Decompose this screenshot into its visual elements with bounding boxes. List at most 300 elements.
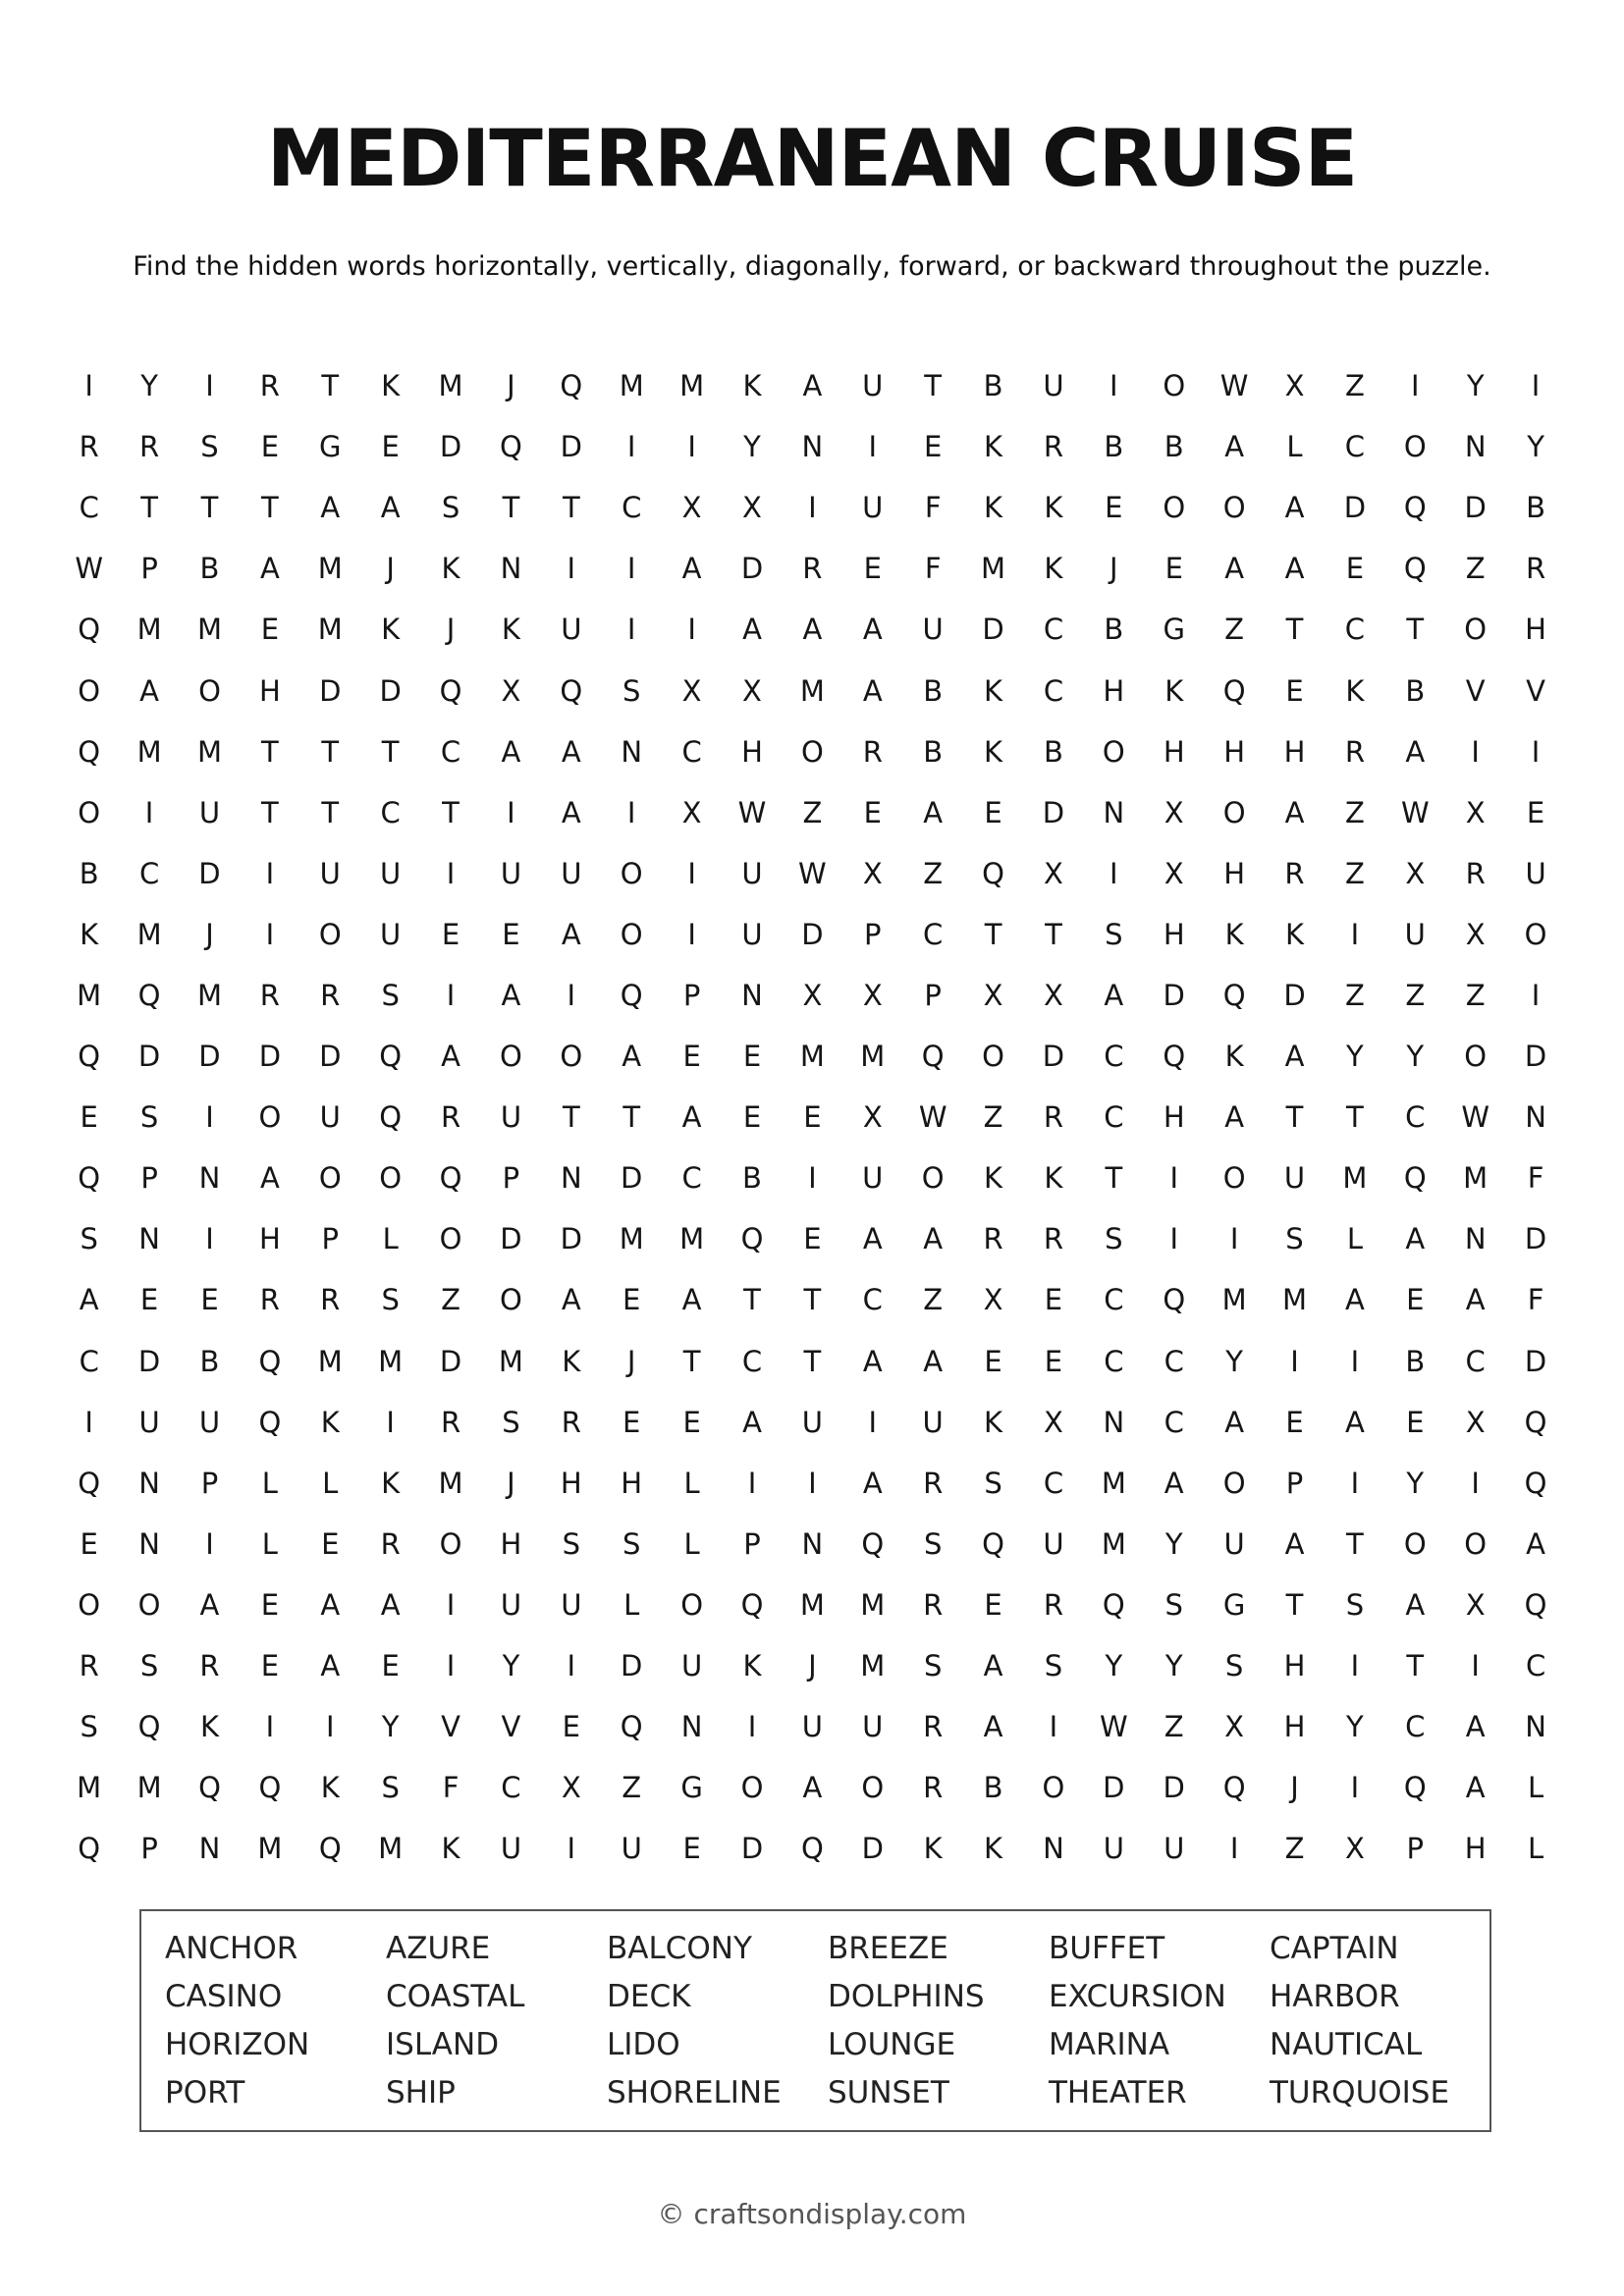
grid-letter: D <box>740 552 764 586</box>
grid-letter: P <box>140 1161 158 1196</box>
grid-letter: P <box>743 1526 761 1561</box>
grid-letter: X <box>1344 1832 1365 1866</box>
grid-letter: E <box>441 917 460 951</box>
grid-letter: M <box>136 917 162 951</box>
grid-letter: E <box>1164 552 1183 586</box>
grid-letter: X <box>742 491 762 525</box>
grid-letter: B <box>1104 613 1124 647</box>
grid-letter: Q <box>78 1040 101 1074</box>
word-item: CAPTAIN <box>1270 1931 1399 1966</box>
grid-letter: K <box>441 1832 460 1866</box>
grid-letter: D <box>379 673 402 708</box>
grid-letter: M <box>619 369 644 403</box>
grid-letter: C <box>79 1344 99 1378</box>
grid-letter: I <box>1471 734 1480 769</box>
grid-letter: A <box>320 1587 341 1622</box>
grid-letter: Q <box>78 1832 101 1866</box>
grid-letter: Z <box>1224 613 1245 647</box>
grid-letter: A <box>742 1405 762 1439</box>
grid-letter: R <box>862 734 883 769</box>
grid-letter: E <box>321 1526 340 1561</box>
grid-letter: Q <box>1222 1771 1246 1805</box>
word-item: ISLAND <box>386 2027 500 2062</box>
grid-letter: U <box>1043 369 1064 403</box>
grid-letter: A <box>1284 795 1305 829</box>
grid-letter: I <box>1169 1222 1178 1256</box>
grid-letter: Q <box>740 1222 764 1256</box>
grid-letter: A <box>320 491 341 525</box>
word-item: SHIP <box>386 2075 456 2110</box>
grid-letter: I <box>567 978 576 1012</box>
grid-letter: H <box>560 1466 582 1500</box>
grid-letter: W <box>1400 795 1430 829</box>
grid-letter: I <box>1229 1832 1239 1866</box>
grid-letter: X <box>1465 1587 1486 1622</box>
grid-letter: T <box>321 795 340 829</box>
grid-letter: I <box>446 1587 456 1622</box>
grid-letter: L <box>1286 430 1303 464</box>
grid-letter: Q <box>78 1466 101 1500</box>
grid-letter: G <box>680 1771 703 1805</box>
word-item: AZURE <box>386 1931 491 1966</box>
grid-letter: U <box>1103 1832 1124 1866</box>
grid-letter: K <box>984 430 1003 464</box>
grid-letter: Q <box>137 1710 161 1744</box>
grid-letter: U <box>741 917 763 951</box>
grid-letter: O <box>620 917 643 951</box>
grid-letter: K <box>1044 491 1063 525</box>
grid-letter: U <box>319 856 341 890</box>
grid-letter: M <box>317 613 343 647</box>
grid-letter: E <box>984 1587 1002 1622</box>
grid-letter: B <box>79 856 99 890</box>
grid-letter: I <box>205 1222 214 1256</box>
grid-letter: R <box>259 1283 280 1317</box>
grid-letter: X <box>1465 1405 1486 1439</box>
grid-letter: A <box>923 1222 944 1256</box>
grid-letter: H <box>1464 1832 1487 1866</box>
grid-letter: E <box>1105 491 1123 525</box>
grid-letter: H <box>1163 1100 1185 1135</box>
grid-letter: K <box>984 491 1003 525</box>
grid-letter: C <box>681 734 702 769</box>
grid-letter: Q <box>982 1526 1004 1561</box>
grid-letter: C <box>138 856 160 890</box>
grid-letter: X <box>561 1771 581 1805</box>
grid-letter: X <box>742 673 762 708</box>
grid-letter: U <box>922 1405 944 1439</box>
grid-letter: I <box>868 430 878 464</box>
grid-letter: R <box>923 1710 944 1744</box>
grid-letter: P <box>502 1161 520 1196</box>
grid-letter: Q <box>1222 978 1246 1012</box>
grid-letter: Z <box>1344 795 1365 829</box>
grid-letter: C <box>1043 613 1064 647</box>
word-item: THEATER <box>1049 2075 1187 2110</box>
grid-letter: P <box>1406 1832 1425 1866</box>
grid-letter: U <box>1043 1526 1064 1561</box>
grid-letter: R <box>1465 856 1486 890</box>
grid-letter: E <box>502 917 520 951</box>
grid-letter: A <box>1104 978 1124 1012</box>
grid-letter: S <box>923 1649 943 1683</box>
grid-letter: X <box>983 1283 1003 1317</box>
grid-letter: Q <box>1403 552 1427 586</box>
grid-letter: A <box>1224 1405 1245 1439</box>
grid-letter: M <box>378 1832 404 1866</box>
grid-letter: D <box>621 1161 643 1196</box>
grid-letter: A <box>983 1649 1003 1683</box>
grid-letter: Q <box>318 1832 342 1866</box>
grid-letter: X <box>1405 856 1426 890</box>
grid-letter: I <box>84 369 93 403</box>
grid-letter: A <box>501 978 521 1012</box>
grid-letter: F <box>924 552 942 586</box>
grid-letter: M <box>981 552 1006 586</box>
grid-letter: M <box>196 734 222 769</box>
grid-letter: E <box>623 1405 641 1439</box>
grid-letter: Q <box>258 1405 282 1439</box>
grid-letter: I <box>446 1649 456 1683</box>
grid-letter: M <box>860 1040 886 1074</box>
grid-letter: Y <box>1164 1649 1183 1683</box>
grid-letter: T <box>261 734 279 769</box>
grid-letter: Q <box>861 1526 885 1561</box>
grid-letter: O <box>560 1040 583 1074</box>
grid-letter: V <box>1526 673 1545 708</box>
grid-letter: M <box>77 978 102 1012</box>
grid-letter: Z <box>441 1283 460 1317</box>
grid-letter: C <box>1344 613 1366 647</box>
grid-letter: T <box>261 491 279 525</box>
grid-letter: Q <box>1222 673 1246 708</box>
grid-letter: W <box>798 856 827 890</box>
grid-letter: O <box>861 1771 885 1805</box>
grid-letter: Q <box>379 1040 403 1074</box>
grid-letter: A <box>1224 430 1245 464</box>
grid-letter: T <box>623 1100 641 1135</box>
grid-letter: S <box>139 1649 159 1683</box>
grid-letter: D <box>198 856 221 890</box>
grid-letter: I <box>626 430 636 464</box>
grid-letter: H <box>1525 613 1546 647</box>
grid-letter: M <box>799 1040 825 1074</box>
grid-letter: N <box>1464 430 1487 464</box>
grid-letter: O <box>500 1283 522 1317</box>
grid-letter: U <box>1223 1526 1245 1561</box>
grid-letter: O <box>1222 1466 1246 1500</box>
grid-letter: A <box>923 795 944 829</box>
grid-letter: A <box>742 613 762 647</box>
grid-letter: E <box>381 430 400 464</box>
grid-letter: S <box>623 1526 641 1561</box>
grid-letter: A <box>259 552 280 586</box>
grid-letter: C <box>79 491 99 525</box>
grid-letter: Z <box>923 856 944 890</box>
grid-letter: E <box>742 1040 762 1074</box>
grid-letter: C <box>380 795 401 829</box>
grid-letter: U <box>741 856 763 890</box>
grid-letter: F <box>442 1771 460 1805</box>
grid-letter: E <box>863 795 882 829</box>
footer-credit: © craftsondisplay.com <box>657 2198 967 2230</box>
grid-letter: E <box>1044 1344 1063 1378</box>
grid-letter: D <box>801 917 824 951</box>
grid-letter: K <box>984 1405 1003 1439</box>
grid-letter: I <box>808 1466 817 1500</box>
grid-letter: I <box>205 1100 214 1135</box>
grid-letter: O <box>1042 1771 1065 1805</box>
grid-letter: A <box>1344 1283 1365 1317</box>
grid-letter: O <box>1163 491 1186 525</box>
grid-letter: M <box>1342 1161 1368 1196</box>
grid-letter: T <box>682 1344 701 1378</box>
grid-letter: D <box>1163 1771 1185 1805</box>
grid-letter: I <box>567 1832 576 1866</box>
grid-letter: O <box>800 734 824 769</box>
grid-letter: D <box>1464 491 1487 525</box>
page-title: MEDITERRANEAN CRUISE <box>266 113 1358 204</box>
grid-letter: T <box>803 1344 822 1378</box>
grid-letter: D <box>1524 1344 1547 1378</box>
grid-letter: O <box>1102 734 1125 769</box>
grid-letter: U <box>1283 1161 1306 1196</box>
grid-letter: O <box>78 673 101 708</box>
grid-letter: U <box>500 1100 522 1135</box>
grid-letter: A <box>681 1100 702 1135</box>
grid-letter: A <box>923 1344 944 1378</box>
grid-letter: D <box>439 430 462 464</box>
grid-letter: O <box>921 1161 945 1196</box>
word-list <box>165 1925 1490 2117</box>
grid-letter: A <box>199 1587 220 1622</box>
grid-letter: E <box>1044 1283 1063 1317</box>
grid-letter: S <box>381 1771 400 1805</box>
grid-letter: T <box>261 795 279 829</box>
grid-letter: I <box>446 978 456 1012</box>
grid-letter: X <box>681 673 702 708</box>
grid-letter: M <box>679 1222 705 1256</box>
grid-letter: Q <box>258 1771 282 1805</box>
grid-letter: K <box>381 369 401 403</box>
grid-letter: X <box>862 978 883 1012</box>
grid-letter: H <box>500 1526 522 1561</box>
grid-letter: C <box>1043 1466 1064 1500</box>
grid-letter: B <box>983 369 1003 403</box>
grid-letter: H <box>1103 673 1125 708</box>
grid-letter: C <box>862 1283 883 1317</box>
grid-letter: R <box>320 978 341 1012</box>
grid-letter: O <box>1464 613 1488 647</box>
grid-letter: R <box>139 430 160 464</box>
grid-letter: O <box>1222 1161 1246 1196</box>
grid-letter: H <box>258 673 281 708</box>
grid-letter: J <box>507 1466 515 1500</box>
grid-letter: L <box>261 1526 278 1561</box>
grid-letter: G <box>1163 613 1185 647</box>
grid-letter: M <box>317 552 343 586</box>
grid-letter: Q <box>560 673 583 708</box>
grid-letter: O <box>137 1587 161 1622</box>
word-item: TURQUOISE <box>1270 2075 1450 2110</box>
grid-letter: K <box>984 1832 1003 1866</box>
grid-letter: I <box>808 1161 817 1196</box>
grid-letter: A <box>802 369 823 403</box>
grid-letter: U <box>862 1161 884 1196</box>
grid-letter: B <box>983 1771 1003 1805</box>
grid-letter: P <box>924 978 942 1012</box>
grid-letter: E <box>260 1587 280 1622</box>
grid-letter: E <box>80 1526 98 1561</box>
grid-letter: D <box>137 1344 161 1378</box>
grid-letter: C <box>1405 1710 1426 1744</box>
grid-letter: E <box>623 1283 641 1317</box>
grid-letter: I <box>1350 1466 1360 1500</box>
grid-letter: A <box>1284 1040 1305 1074</box>
grid-letter: O <box>258 1100 282 1135</box>
grid-letter: A <box>1465 1710 1486 1744</box>
grid-letter: E <box>984 795 1002 829</box>
grid-letter: E <box>742 1100 762 1135</box>
grid-letter: Y <box>1466 369 1485 403</box>
grid-letter: M <box>860 1587 886 1622</box>
grid-letter: P <box>140 1832 158 1866</box>
grid-letter: P <box>682 978 701 1012</box>
grid-letter: B <box>199 552 220 586</box>
grid-letter: X <box>1465 795 1486 829</box>
grid-letter: A <box>862 673 883 708</box>
grid-letter: K <box>1224 917 1244 951</box>
grid-letter: K <box>1345 673 1365 708</box>
grid-letter: H <box>1223 734 1246 769</box>
grid-letter: D <box>319 1040 342 1074</box>
grid-letter: X <box>1164 795 1184 829</box>
grid-letter: D <box>258 1040 282 1074</box>
grid-letter: B <box>1405 673 1426 708</box>
grid-letter: Y <box>1406 1040 1425 1074</box>
grid-letter: D <box>1343 491 1367 525</box>
grid-letter: A <box>862 1344 883 1378</box>
grid-letter: E <box>1406 1405 1425 1439</box>
grid-letter: I <box>687 856 696 890</box>
grid-letter: Q <box>800 1832 824 1866</box>
grid-letter: E <box>803 1100 822 1135</box>
grid-letter: Q <box>1163 1283 1186 1317</box>
grid-letter: R <box>1043 1222 1064 1256</box>
grid-letter: O <box>680 1587 704 1622</box>
grid-letter: Y <box>1346 1040 1364 1074</box>
grid-letter: A <box>561 795 581 829</box>
grid-letter: E <box>984 1344 1002 1378</box>
grid-letter: C <box>741 1344 763 1378</box>
grid-letter: L <box>382 1222 399 1256</box>
word-item: EXCURSION <box>1049 1979 1226 2014</box>
grid-letter: W <box>1461 1100 1490 1135</box>
grid-letter: A <box>320 1649 341 1683</box>
grid-letter: B <box>1526 491 1546 525</box>
grid-letter: B <box>923 734 944 769</box>
grid-letter: I <box>1531 369 1541 403</box>
grid-letter: N <box>621 734 643 769</box>
grid-letter: C <box>1104 1283 1124 1317</box>
grid-letter: R <box>259 369 280 403</box>
grid-letter: S <box>1164 1587 1183 1622</box>
word-item: LOUNGE <box>828 2027 956 2062</box>
grid-letter: L <box>683 1466 700 1500</box>
grid-letter: R <box>561 1405 581 1439</box>
grid-letter: I <box>747 1710 757 1744</box>
grid-letter: X <box>1465 917 1486 951</box>
grid-letter: M <box>1101 1466 1126 1500</box>
grid-letter: Z <box>983 1100 1003 1135</box>
grid-letter: F <box>924 491 942 525</box>
grid-letter: I <box>1049 1710 1058 1744</box>
grid-letter: E <box>260 613 280 647</box>
grid-letter: N <box>138 1466 160 1500</box>
grid-letter: E <box>80 1100 98 1135</box>
grid-letter: N <box>801 1526 824 1561</box>
grid-letter: P <box>140 552 158 586</box>
grid-letter: U <box>319 1100 341 1135</box>
grid-letter: J <box>386 552 395 586</box>
grid-letter: X <box>501 673 521 708</box>
grid-letter: M <box>619 1222 644 1256</box>
grid-letter: I <box>747 1466 757 1500</box>
grid-letter: Z <box>1344 369 1365 403</box>
grid-letter: C <box>1104 1344 1124 1378</box>
grid-letter: O <box>78 1587 101 1622</box>
grid-letter: O <box>439 1222 462 1256</box>
grid-letter: Q <box>1403 1771 1427 1805</box>
grid-letter: D <box>621 1649 643 1683</box>
grid-letter: T <box>321 734 340 769</box>
grid-letter: Y <box>1346 1710 1364 1744</box>
grid-letter: N <box>1043 1832 1064 1866</box>
grid-letter: X <box>1224 1710 1245 1744</box>
grid-letter: Y <box>1527 430 1544 464</box>
grid-letter: Q <box>78 613 101 647</box>
word-item: LIDO <box>607 2027 680 2062</box>
grid-letter: S <box>381 978 400 1012</box>
grid-letter: I <box>567 1649 576 1683</box>
grid-letter: A <box>681 1283 702 1317</box>
grid-letter: L <box>683 1526 700 1561</box>
grid-letter: O <box>982 1040 1004 1074</box>
word-item: BALCONY <box>607 1931 752 1966</box>
grid-letter: J <box>507 369 515 403</box>
grid-letter: H <box>1223 856 1246 890</box>
grid-letter: E <box>139 1283 159 1317</box>
grid-letter: I <box>265 917 275 951</box>
grid-letter: X <box>1044 1405 1063 1439</box>
grid-letter: X <box>1284 369 1305 403</box>
word-item: MARINA <box>1049 2027 1170 2062</box>
grid-letter: N <box>560 1161 582 1196</box>
grid-letter: R <box>79 430 99 464</box>
grid-letter: R <box>440 1405 461 1439</box>
grid-letter: R <box>199 1649 220 1683</box>
grid-letter: S <box>1224 1649 1244 1683</box>
word-item: HORIZON <box>165 2027 310 2062</box>
grid-letter: K <box>1044 552 1063 586</box>
grid-letter: U <box>380 917 402 951</box>
grid-letter: T <box>1406 613 1425 647</box>
grid-letter: D <box>198 1040 221 1074</box>
grid-letter: O <box>1464 1526 1488 1561</box>
grid-letter: R <box>440 1100 461 1135</box>
grid-letter: A <box>1465 1283 1486 1317</box>
grid-letter: K <box>984 673 1003 708</box>
